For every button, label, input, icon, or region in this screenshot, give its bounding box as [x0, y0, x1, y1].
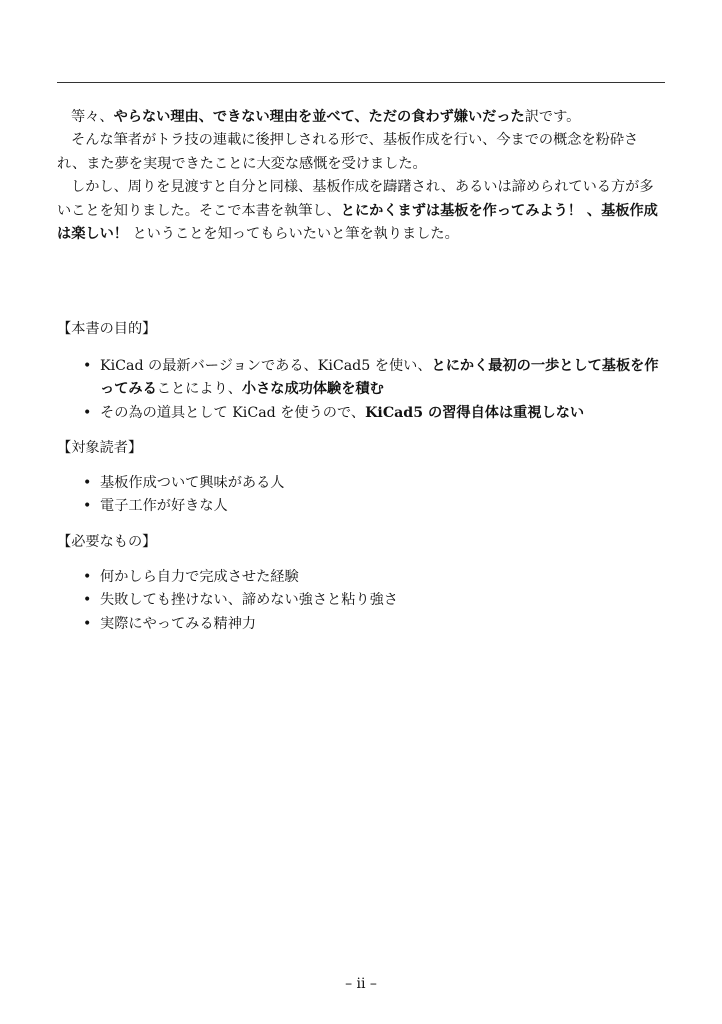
intro-text [57, 106, 667, 246]
header-rule [57, 82, 665, 83]
page-number: – ii – [345, 976, 377, 992]
list-item: • その為の道具として KiCad を使うので、KiCad5 の習得自体は重視しない [83, 402, 668, 425]
list-item: • 実際にやってみる精神力 [83, 613, 668, 636]
intro-paragraph-3: しかし、周りを見渡すと自分と同様、基板作成を躊躇され、あるいは諦められている方が多いことを知りました。そこで本書を執筆し、とにかくまずは基板を作ってみよう！ 、基板作成は楽しい！ ということを知ってもらいたいと筆を執りました。 [57, 179, 658, 243]
intro-paragraph-1: 等々、やらない理由、できない理由を並べて、ただの食わず嫌いだった訳です。 [71, 109, 581, 125]
list-item: • 基板作成ついて興味がある人 [83, 472, 668, 495]
emphasis: やらない理由、できない理由を並べて、ただの食わず嫌いだった [113, 109, 525, 125]
audience-heading: 【対象読者】 [57, 440, 143, 456]
list-item: • KiCad の最新バージョンである、KiCad5 を使い、とにかく最初の一歩として基板を作ってみることにより、小さな成功体験を積む [83, 355, 668, 402]
requirements-list [83, 566, 668, 636]
list-item: • 失敗しても挫けない、諦めない強さと粘り強さ [83, 589, 668, 612]
list-item: • 何かしら自力で完成させた経験 [83, 566, 668, 589]
purpose-heading: 【本書の目的】 [57, 321, 157, 337]
emphasis: とにかくまずは基板を作ってみよう！ 、基板作成は楽しい！ [57, 202, 658, 243]
audience-list [83, 472, 668, 519]
requirements-heading: 【必要なもの】 [57, 534, 157, 550]
list-item: • 電子工作が好きな人 [83, 495, 668, 518]
purpose-list [83, 355, 668, 425]
intro-paragraph-2: そんな筆者がトラ技の連載に後押しされる形で、基板作成を行い、今までの概念を粉砕され、また夢を実現できたことに大変な感慨を受けました。 [57, 132, 639, 172]
